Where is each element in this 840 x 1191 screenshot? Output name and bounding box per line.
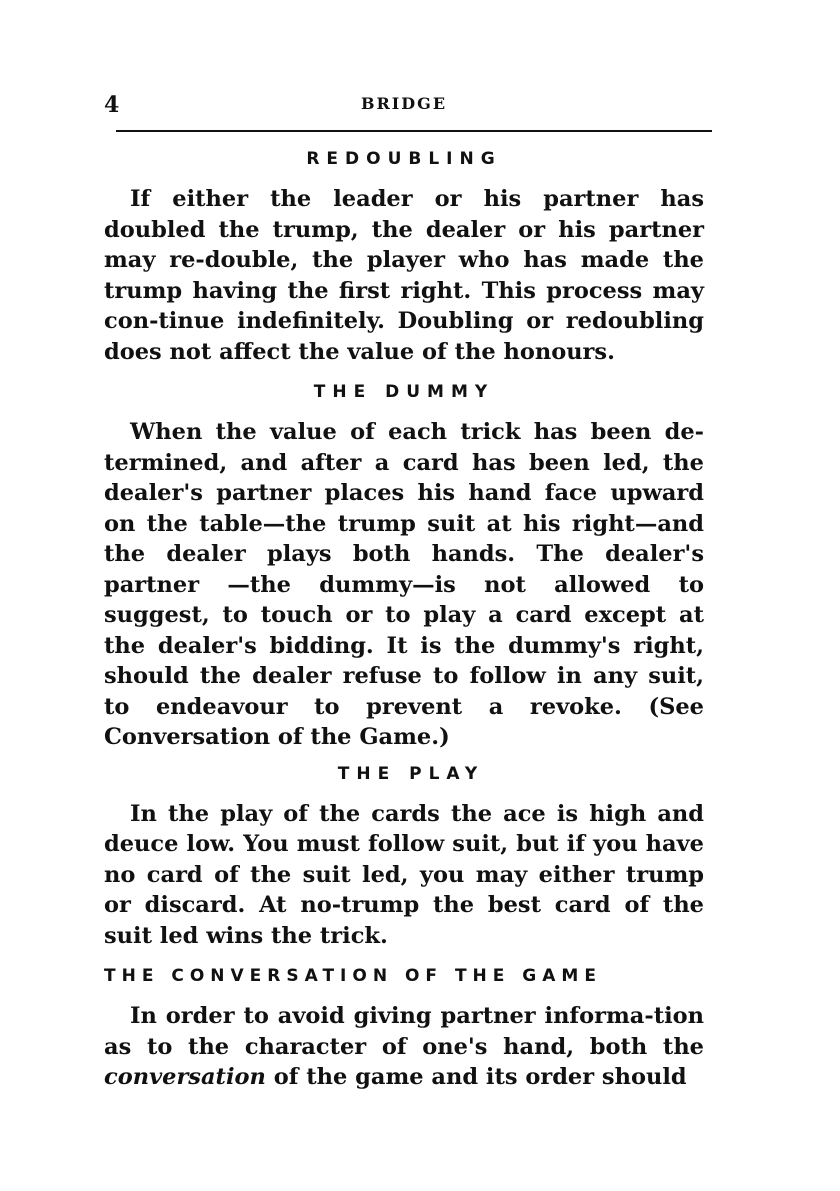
- page-number: 4: [104, 92, 120, 118]
- page-body: [104, 146, 704, 1105]
- paragraph-redoubling: If either the leader or his partner has doubled the trump, the dealer or his partner may re-double, the player who has made the trump having the first right. This process may con-tinue indefinitely. Doubling or redoubling does not affect the value of the honours.: [104, 186, 704, 365]
- section-heading-play: THE PLAY: [337, 763, 485, 784]
- conversation-text-start: In order to avoid giving partner informa-tion as to the character of one's hand, both the: [104, 1003, 704, 1060]
- paragraph-dummy: When the value of each trick has been de-termined, and after a card has been led, the dealer's partner places his hand face upward on the table—the trump suit at his right—and the dealer plays both hands. The dealer's partner —the dummy—is not allowed to suggest, to touch or to play a card except at the dealer's bidding. It is the dummy's right, should the dealer refuse to follow in any suit, to endeavour to prevent a revoke. (See Conversation of the Game.): [104, 419, 704, 750]
- paragraph-play: In the play of the cards the ace is high and deuce low. You must follow suit, but if you have no card of the suit led, you may either trump or discard. At no-trump the best card of the suit led wins the trick.: [104, 800, 704, 949]
- conversation-text-end: of the game and its order should: [265, 1064, 687, 1090]
- paragraph-conversation: [104, 1001, 704, 1093]
- header-rule: [116, 130, 712, 132]
- page-header: [104, 92, 704, 132]
- section-heading-conversation: THE CONVERSATION OF THE GAME: [104, 966, 602, 986]
- running-head: BRIDGE: [360, 94, 448, 113]
- section-heading-dummy: THE DUMMY: [313, 382, 495, 402]
- conversation-italic-word: conversation: [104, 1064, 266, 1090]
- section-heading-redoubling: REDOUBLING: [306, 149, 502, 169]
